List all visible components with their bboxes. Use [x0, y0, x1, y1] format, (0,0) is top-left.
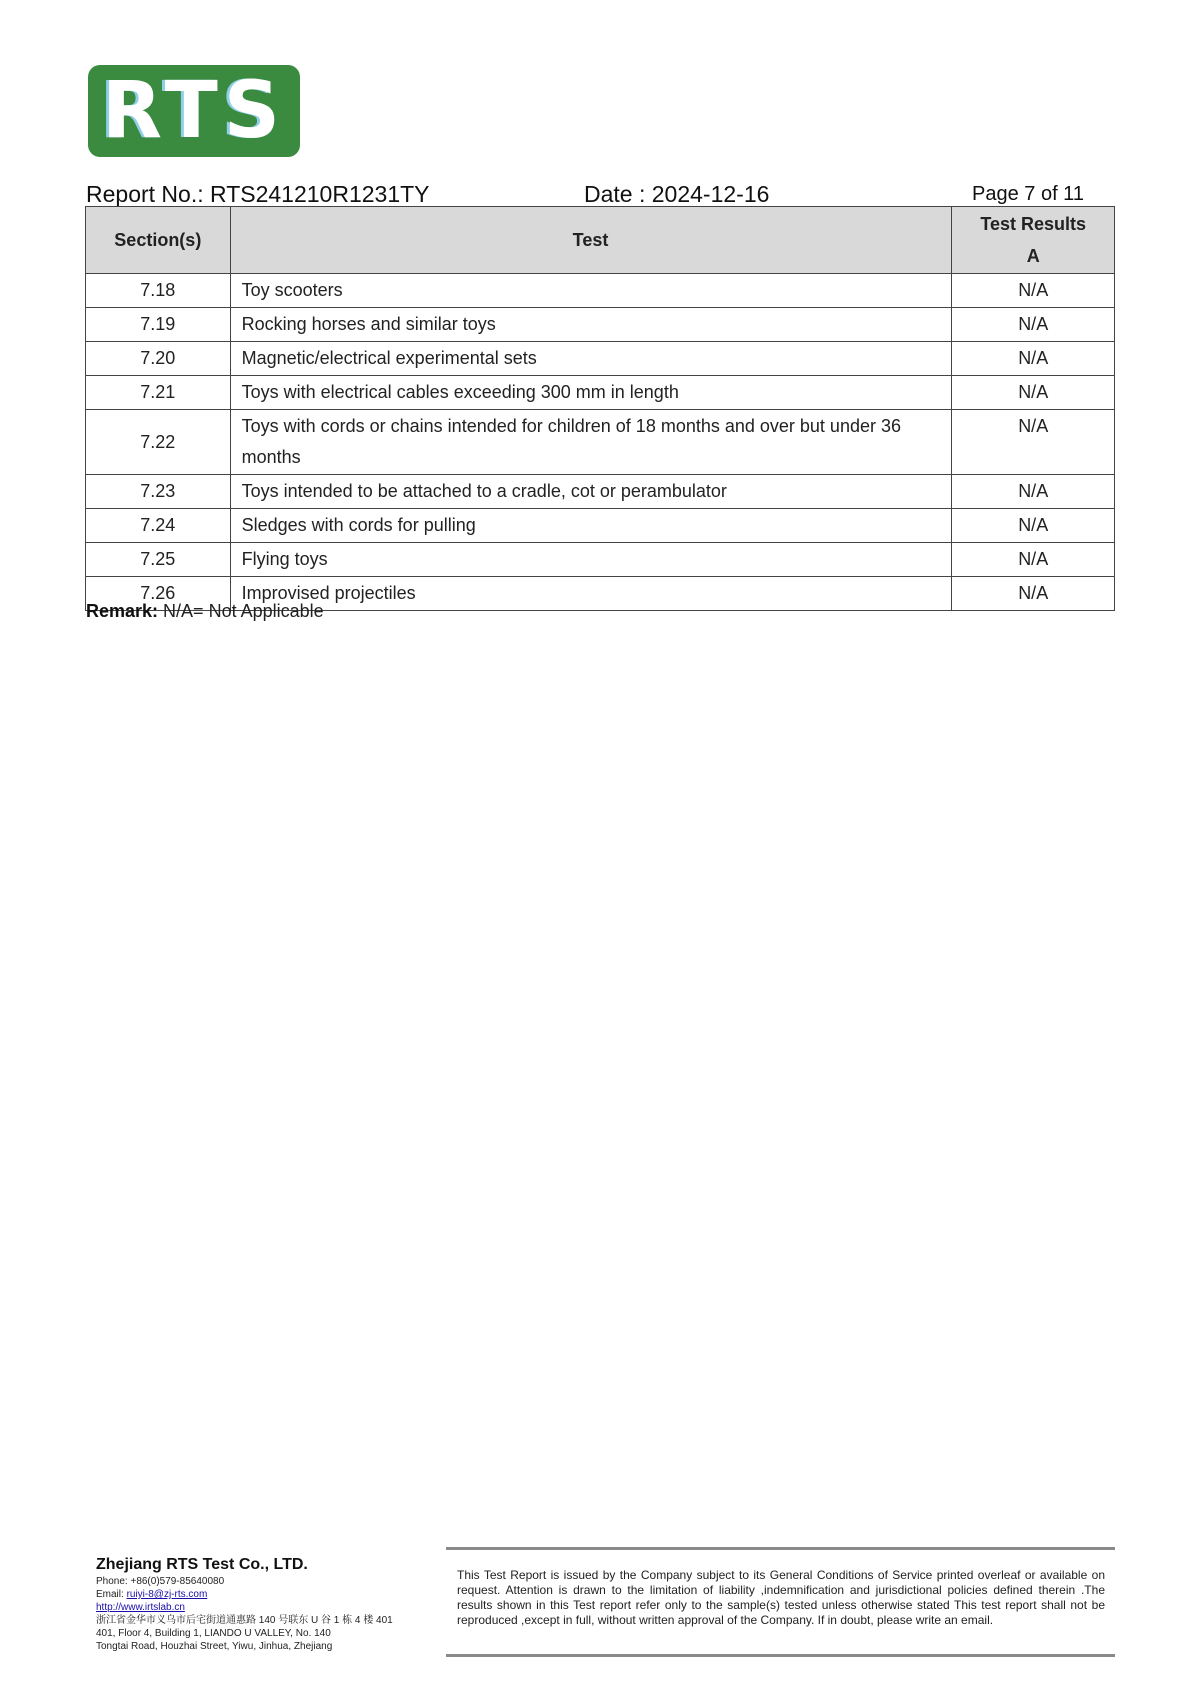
page-number: Page 7 of 11 [972, 183, 1084, 205]
row-section: 7.18 [86, 274, 231, 308]
row-result: N/A [952, 342, 1115, 376]
row-result: N/A [952, 308, 1115, 342]
footer-address-cn: 浙江省金华市义乌市后宅街道通惠路 140 号联东 U 谷 1 栋 4 楼 401 [96, 1615, 393, 1626]
row-section: 7.23 [86, 475, 231, 509]
remark-label: Remark: [86, 601, 159, 621]
row-section: 7.26 [86, 577, 231, 611]
row-result: N/A [952, 509, 1115, 543]
row-section: 7.24 [86, 509, 231, 543]
row-result: N/A [952, 577, 1115, 611]
table-row [86, 274, 1115, 308]
footer-bottom-rule [446, 1654, 1115, 1657]
row-test: Toys with electrical cables exceeding 300 mm in length [230, 376, 952, 410]
footer-email-link[interactable]: ruiyi-8@zj-rts.com [126, 1589, 208, 1600]
footer-website-line [96, 1601, 426, 1614]
table-row [86, 308, 1115, 342]
row-test: Toy scooters [230, 274, 952, 308]
row-section: 7.22 [86, 410, 231, 475]
table-row [86, 342, 1115, 376]
row-test: Flying toys [230, 543, 952, 577]
table-row [86, 543, 1115, 577]
row-test: Improvised projectiles [230, 577, 952, 611]
row-test: Toys intended to be attached to a cradle, cot or perambulator [230, 475, 952, 509]
table-row [86, 376, 1115, 410]
logo-text: RTS [102, 66, 286, 156]
row-section: 7.25 [86, 543, 231, 577]
report-number: Report No.: RTS241210R1231TY [86, 181, 430, 207]
footer-website-link[interactable]: http://www.irtslab.cn [96, 1602, 185, 1613]
header-section: Section(s) [86, 207, 231, 274]
results-table [85, 206, 1115, 611]
footer-address-en-2: Tongtai Road, Houzhai Street, Yiwu, Jinhua, Zhejiang [96, 1641, 333, 1652]
table-row [86, 509, 1115, 543]
table-row [86, 475, 1115, 509]
row-result: N/A [952, 274, 1115, 308]
row-result: N/A [952, 410, 1115, 475]
table-header-row [86, 207, 1115, 274]
header-results [952, 207, 1115, 274]
row-result: N/A [952, 376, 1115, 410]
header-test: Test [230, 207, 952, 274]
row-test: Magnetic/electrical experimental sets [230, 342, 952, 376]
report-date: Date : 2024-12-16 [584, 181, 770, 207]
header-results-sub: A [1026, 246, 1040, 266]
remark-text: N/A= Not Applicable [158, 601, 324, 621]
footer-address-en-1: 401, Floor 4, Building 1, LIANDO U VALLEY, No. 140 [96, 1628, 331, 1639]
footer-phone: Phone: +86(0)579-85640080 [96, 1576, 225, 1587]
row-test: Rocking horses and similar toys [230, 308, 952, 342]
table-row [86, 410, 1115, 475]
row-test: Sledges with cords for pulling [230, 509, 952, 543]
row-section: 7.20 [86, 342, 231, 376]
row-test: Toys with cords or chains intended for children of 18 months and over but under 36 months [230, 410, 952, 475]
remark [86, 601, 324, 622]
row-result: N/A [952, 475, 1115, 509]
header-results-label: Test Results [980, 214, 1087, 234]
footer-top-rule [446, 1547, 1115, 1550]
footer-email-label: Email: [96, 1589, 127, 1600]
row-result: N/A [952, 543, 1115, 577]
rts-logo [88, 65, 300, 157]
footer-disclaimer: This Test Report is issued by the Company subject to its General Conditions of Service printed overleaf or available on request. Attention is drawn to the limitation of liability ,indemnification and jurisdictional policies defined therein .The results shown in this Test report refer only to the sample(s) tested unless otherwise stated This test report shall not be reproduced ,except in full, without written approval of the Company. If in doubt, please write an email. [457, 1568, 1105, 1627]
row-section: 7.19 [86, 308, 231, 342]
row-section: 7.21 [86, 376, 231, 410]
footer-company-name: Zhejiang RTS Test Co., LTD. [96, 1556, 308, 1573]
footer-company-info [96, 1555, 426, 1653]
footer-email-line [96, 1588, 426, 1601]
